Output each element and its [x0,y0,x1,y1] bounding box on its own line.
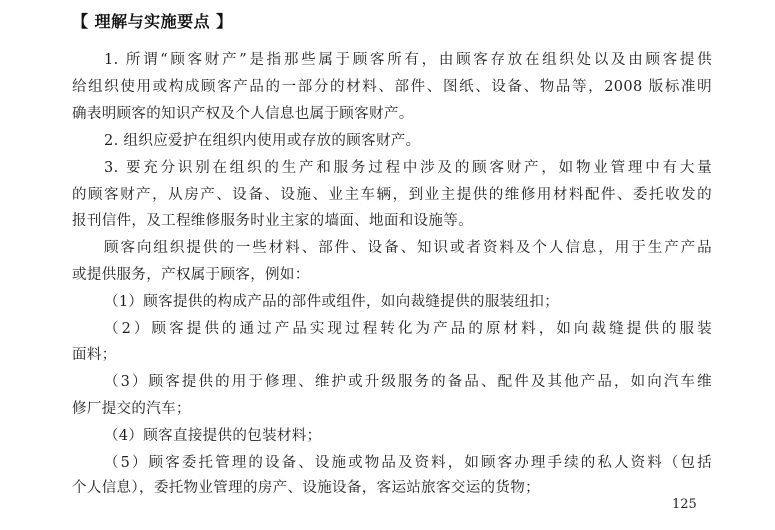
text-line: 修厂提交的汽车； [72,401,191,417]
text-line: 个人信息），委托物业管理的房产、设施设备，客运站旅客交运的货物； [72,480,540,496]
text-line: 给组织使用或构成顾客产品的一部分的材料、部件、图纸、设备、物品等，2008 版标准明 [72,79,712,95]
list-item: （3）顾客提供的用于修理、维护或升级服务的备品、配件及其他产品，如向汽车维 [104,374,712,390]
text-line: 的顾客财产，从房产、设备、设施、业主车辆，到业主提供的维修用材料配件、委托收发的 [72,187,712,203]
text-line: 面料； [72,347,117,363]
list-item: （4）顾客直接提供的包装材料； [104,428,322,444]
text-line: 2. 组织应爱护在组织内使用或存放的顾客财产。 [104,133,421,149]
text-line: 1. 所谓“顾客财产”是指那些属于顾客所有，由顾客存放在组织处以及由顾客提供 [104,52,712,68]
page-number: 125 [672,497,697,512]
text-line: 报刊信件，及工程维修服务时业主家的墙面、地面和设施等。 [72,213,473,229]
text-line: 顾客向组织提供的一些材料、部件、设备、知识或者资料及个人信息，用于生产产品 [104,240,712,256]
text-line: 或提供服务，产权属于顾客，例如： [72,267,310,283]
list-item: （2）顾客提供的通过产品实现过程转化为产品的原材料，如向裁缝提供的服装 [104,321,712,337]
text-line: 3. 要充分识别在组织的生产和服务过程中涉及的顾客财产，如物业管理中有大量 [104,160,712,176]
list-item: （5）顾客委托管理的设备、设施或物品及资料，如顾客办理手续的私人资料（包括 [104,455,712,471]
list-item: （1）顾客提供的构成产品的部件或组件，如向裁缝提供的服装纽扣； [104,294,560,310]
section-heading: 【 理解与实施要点 】 [72,12,233,31]
text-line: 确表明顾客的知识产权及个人信息也属于顾客财产。 [72,106,414,122]
